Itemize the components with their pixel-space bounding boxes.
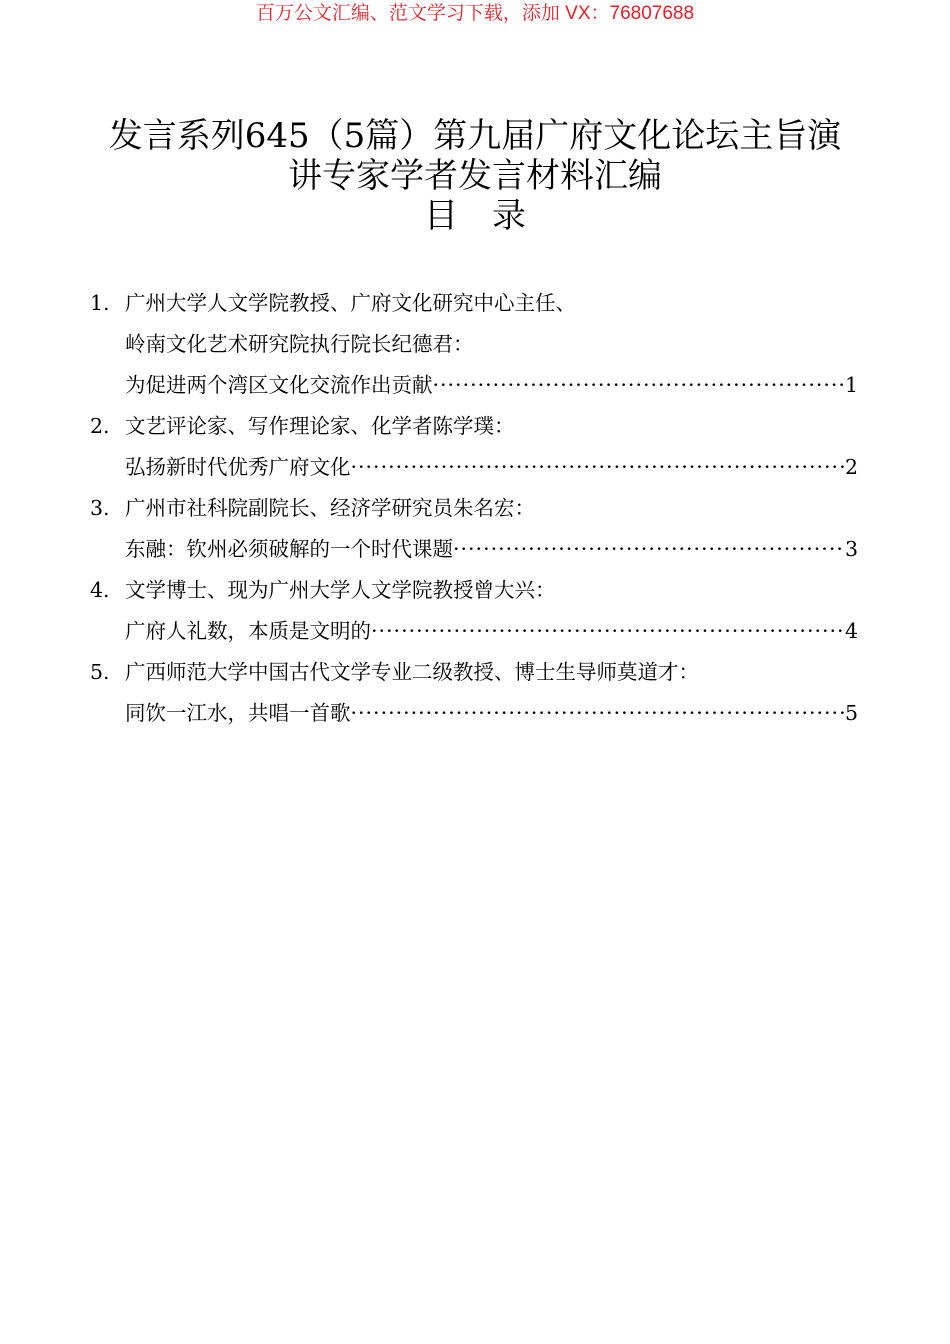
watermark: 百万公文汇编、范文学习下载，添加 VX：76807688 [255,3,695,24]
toc-entry-heading [90,652,858,693]
toc-heading: 目 录 [424,196,526,236]
indent [90,693,125,734]
toc-entry-number: 5. [90,660,110,684]
indent [90,324,125,365]
toc-entry[interactable] [90,365,858,406]
dot-leader [453,529,845,570]
toc-entry-title[interactable]: 弘扬新时代优秀广府文化 [125,455,351,479]
toc-heading-text: 文艺评论家、写作理论家、化学者陈学璞： [125,414,515,438]
toc-entry[interactable] [90,447,858,488]
toc-entry-heading [90,488,858,529]
toc-page-number[interactable]: 5 [844,701,858,725]
document-title [0,116,950,236]
title-line-2: 讲专家学者发言材料汇编 [288,156,662,196]
toc-heading-text: 广西师范大学中国古代文学专业二级教授、博士生导师莫道才： [125,660,699,684]
toc-entry[interactable] [90,611,858,652]
toc-entry[interactable] [90,693,858,734]
toc-entry-heading [90,570,858,611]
toc-entry-number: 1. [90,291,110,315]
toc-page-number[interactable]: 1 [844,373,858,397]
toc-entry-title[interactable]: 同饮一江水，共唱一首歌 [125,701,351,725]
toc-page-number[interactable]: 4 [844,619,858,643]
dot-leader [433,365,845,406]
toc-entry-title[interactable]: 为促进两个湾区文化交流作出贡献 [125,373,433,397]
dot-leader [371,611,845,652]
indent [90,529,125,570]
toc-heading-text: 广州市社科院副院长、经济学研究员朱名宏： [125,496,535,520]
toc-heading-text: 广州大学人文学院教授、广府文化研究中心主任、 [125,291,576,315]
toc-entry-number: 3. [90,496,110,520]
toc-entry-number: 4. [90,578,110,602]
dot-leader [351,693,845,734]
table-of-contents [90,283,858,734]
title-line-1: 发言系列645（5篇）第九届广府文化论坛主旨演 [108,116,842,156]
toc-heading-text: 文学博士、现为广州大学人文学院教授曾大兴： [125,578,556,602]
toc-entry[interactable] [90,529,858,570]
toc-entry-number: 2. [90,414,110,438]
toc-entry-title[interactable]: 东融：钦州必须破解的一个时代课题 [125,537,453,561]
dot-leader [351,447,845,488]
toc-entry-heading [90,406,858,447]
toc-entry-title[interactable]: 广府人礼数，本质是文明的 [125,619,371,643]
indent [90,447,125,488]
toc-page-number[interactable]: 2 [844,455,858,479]
indent [90,365,125,406]
toc-entry-heading [90,324,858,365]
toc-heading-text: 岭南文化艺术研究院执行院长纪德君： [125,332,474,356]
toc-entry-heading [90,283,858,324]
toc-page-number[interactable]: 3 [844,537,858,561]
indent [90,611,125,652]
